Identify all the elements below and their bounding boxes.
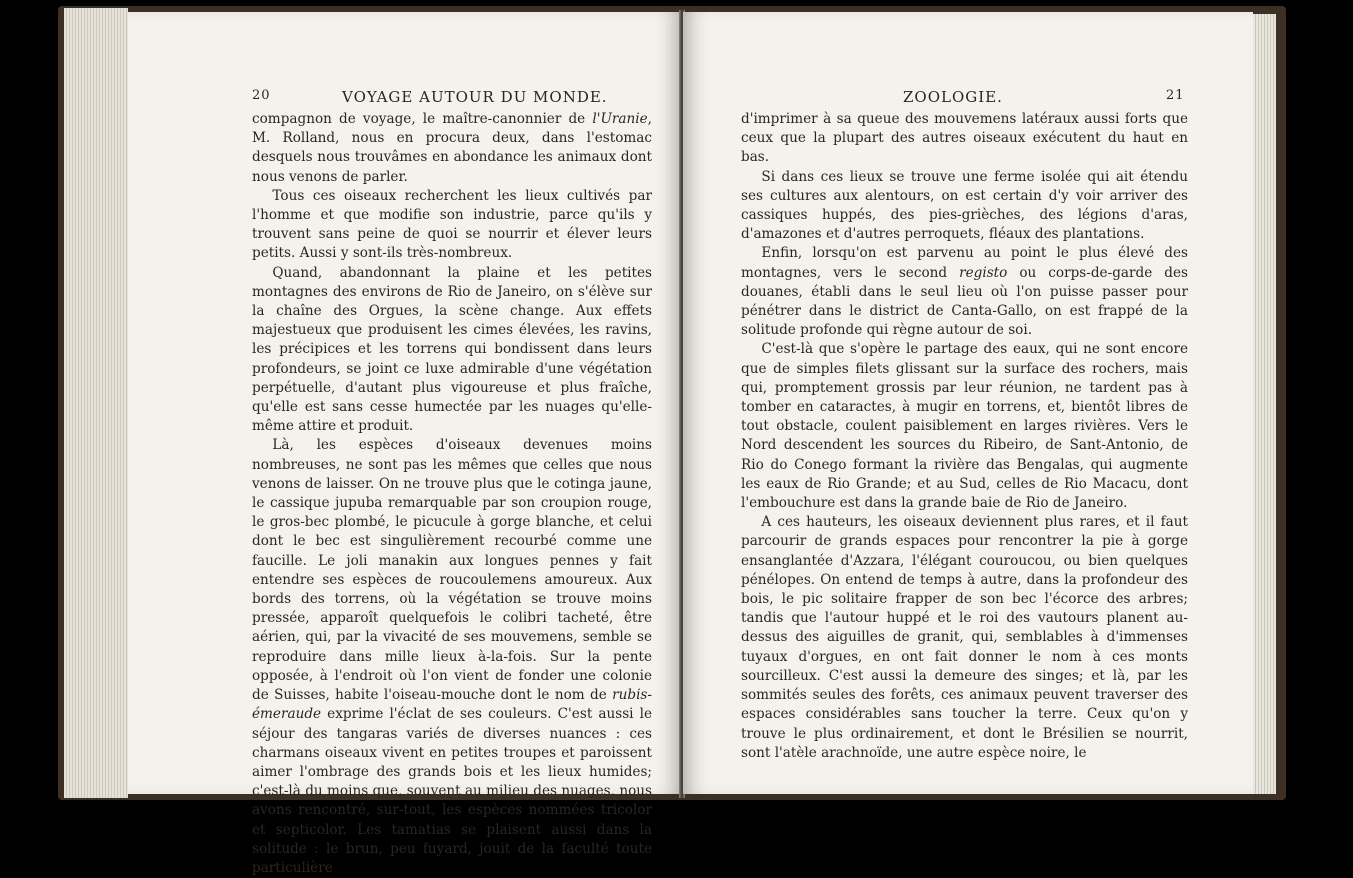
left-page: [128, 12, 681, 876]
left-page-number: 20: [252, 88, 271, 103]
paragraph: Enfin, lorsqu'on est parvenu au point le plus élevé des montagnes, vers le second registo ou corps-de-garde des douanes, établi dans le seul lieu où l'on puisse passer pour pénétrer dans le district de Canta-Gallo, on est frappé de la solitude profonde qui règne autour de soi.: [741, 245, 1188, 339]
page-edges-left: [64, 8, 128, 798]
left-page-header: [128, 88, 681, 110]
right-page-number: 21: [1166, 88, 1185, 103]
paragraph: compagnon de voyage, le maître-canonnier de l'Uranie, M. Rolland, nous en procura deux, dans l'estomac desquels nous trouvâmes en abondance les animaux dont nous venons de parler.: [252, 111, 652, 185]
paragraph: Tous ces oiseaux recherchent les lieux cultivés par l'homme et que modifie son industrie, parce qu'ils y trouvent sans peine de quoi se nourrir et élever leurs petits. Aussi y sont-ils très-nombreux.: [252, 187, 652, 262]
right-page-text: [741, 110, 1188, 763]
paragraph: d'imprimer à sa queue des mouvemens latéraux aussi forts que ceux que la plupart des autres oiseaux exécutent du haut en bas.: [741, 111, 1188, 166]
left-running-head: VOYAGE AUTOUR DU MONDE.: [342, 88, 608, 106]
right-page-header: [683, 88, 1253, 110]
paragraph: C'est-là que s'opère le partage des eaux, qui ne sont encore que de simples filets glissant sur la surface des rochers, mais qui, promptement grossis par leur réunion, ne tardent pas à tomber en cataractes, à mugir en torrens, et, bientôt libres de tout obstacle, coulent paisiblement en larges rivières. Vers le Nord descendent les sources du Ribeiro, de Sant-Antonio, de Rio do Conego formant la rivière das Bengalas, qui augmente les eaux de Rio Grande; et au Sud, celles de Rio Macacu, dont l'embouchure est dans la grande baie de Rio de Janeiro.: [741, 341, 1188, 512]
right-page: [683, 12, 1253, 794]
paragraph: A ces hauteurs, les oiseaux deviennent plus rares, et il faut parcourir de grands espaces pour rencontrer la pie à gorge ensanglantée d'Azzara, l'élégant couroucou, ou bien quelques pénélopes. On entend de temps à autre, dans la profondeur des bois, le pic solitaire frapper de son bec l'écorce des arbres; tandis que l'autour huppé et le roi des vautours planent au-dessus des aiguilles de granit, qui, semblables à d'immenses tuyaux d'orgues, en ont fait donner le nom à ces monts sourcilleux. C'est aussi la demeure des singes; et là, par les sommités seules des forêts, ces animaux peuvent traverser des espaces considérables sans toucher la terre. Ceux qu'on y trouve le plus ordinairement, et dont le Brésilien se nourrit, sont l'atèle arachnoïde, une autre espèce noire, le: [741, 514, 1188, 761]
page-edges-right: [1250, 14, 1276, 794]
paragraph: Si dans ces lieux se trouve une ferme isolée qui ait étendu ses cultures aux alentours, on est certain d'y voir arriver des cassiques huppés, des pies-grièches, des légions d'aras, d'amazones et d'autres perroquets, fléaux des plantations.: [741, 168, 1188, 243]
paragraph: Là, les espèces d'oiseaux devenues moins nombreuses, ne sont pas les mêmes que celles que nous venons de laisser. On ne trouve plus que le cotinga jaune, le cassique jupuba remarquable par son croupion rouge, le gros-bec plombé, le picucule à gorge blanche, et celui dont le bec est singulièrement recourbé comme une faucille. Le joli manakin aux longues pennes y fait entendre ses espèces de roucoulemens amoureux. Aux bords des torrens, où la végétation se trouve moins pressée, apparoît quelquefois le colibri tacheté, être aérien, qui, par la vivacité de ses mouvemens, semble se reproduire dans mille lieux à-la-fois. Sur la pente opposée, à l'endroit où l'on vient de fonder une colonie de Suisses, habite l'oiseau-mouche dont le nom de rubis-émeraude exprime l'éclat de ses couleurs. C'est aussi le séjour des tangaras variés de diverses nuances : ces charmans oiseaux vivent en petites troupes et paroissent aimer l'ombrage des grands bois et les lieux humides; c'est-là du moins que, souvent au milieu des nuages, nous avons rencontré, sur-tout, les espèces nommées tricolor et septicolor. Les tamatias se plaisent aussi dans la solitude : le brun, peu fuyard, jouit de la faculté toute particulière: [252, 437, 652, 876]
right-running-head: ZOOLOGIE.: [903, 88, 1003, 106]
paragraph: Quand, abandonnant la plaine et les petites montagnes des environs de Rio de Janeiro, on s'élève sur la chaîne des Orgues, la scène change. Aux effets majestueux que produisent les cimes élevées, les ravins, les précipices et les torrens qui bondissent dans leurs profondeurs, se joint ce luxe admirable d'une végétation perpétuelle, d'autant plus vigoureuse et plus fraîche, qu'elle est sans cesse humectée par les nuages qu'elle-même attire et produit.: [252, 264, 652, 435]
left-page-text: [252, 110, 652, 878]
